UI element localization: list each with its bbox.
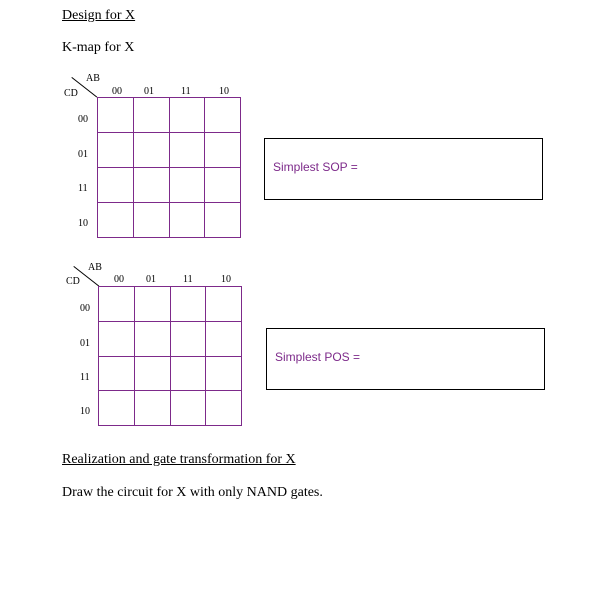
- kmap-cell[interactable]: [99, 322, 135, 357]
- kmap-pos-col-label: 00: [114, 274, 124, 285]
- kmap-cell[interactable]: [99, 391, 135, 426]
- kmap-cell[interactable]: [206, 391, 242, 426]
- kmap-cell[interactable]: [135, 287, 171, 322]
- kmap-sop-grid: [97, 97, 241, 238]
- kmap-sop-col-label: 10: [219, 86, 229, 97]
- kmap-pos-col-label: 11: [183, 274, 193, 285]
- kmap-sop-row-label: 00: [78, 114, 88, 125]
- kmap-cell[interactable]: [170, 168, 206, 203]
- kmap-pos-col-var: AB: [88, 262, 102, 273]
- kmap-pos-grid: [98, 286, 242, 426]
- kmap-cell[interactable]: [170, 98, 206, 133]
- kmap-cell[interactable]: [171, 357, 207, 392]
- kmap-pos-col-label: 01: [146, 274, 156, 285]
- kmap-cell[interactable]: [171, 391, 207, 426]
- kmap-cell[interactable]: [98, 98, 134, 133]
- kmap-cell[interactable]: [206, 322, 242, 357]
- kmap-sop-col-var: AB: [86, 73, 100, 84]
- kmap-cell[interactable]: [98, 133, 134, 168]
- realization-title: Realization and gate transformation for X: [62, 452, 296, 467]
- kmap-cell[interactable]: [171, 287, 207, 322]
- kmap-sop-row-label: 10: [78, 218, 88, 229]
- kmap-pos-row-var: CD: [66, 276, 80, 287]
- kmap-cell[interactable]: [206, 357, 242, 392]
- kmap-cell[interactable]: [170, 133, 206, 168]
- kmap-cell[interactable]: [134, 98, 170, 133]
- kmap-sop-col-label: 11: [181, 86, 191, 97]
- kmap-pos-row-label: 00: [80, 303, 90, 314]
- kmap-sop-row-label: 11: [78, 183, 88, 194]
- kmap-cell[interactable]: [98, 168, 134, 203]
- kmap-cell[interactable]: [135, 357, 171, 392]
- kmap-title: K-map for X: [62, 40, 135, 55]
- kmap-sop-row-label: 01: [78, 149, 88, 160]
- kmap-sop-row-var: CD: [64, 88, 78, 99]
- kmap-cell[interactable]: [206, 287, 242, 322]
- kmap-pos-row-label: 10: [80, 406, 90, 417]
- kmap-cell[interactable]: [205, 168, 241, 203]
- design-title: Design for X: [62, 8, 136, 23]
- kmap-cell[interactable]: [98, 203, 134, 238]
- kmap-cell[interactable]: [171, 322, 207, 357]
- kmap-cell[interactable]: [134, 168, 170, 203]
- kmap-pos-col-label: 10: [221, 274, 231, 285]
- kmap-cell[interactable]: [205, 203, 241, 238]
- pos-label: Simplest POS =: [275, 350, 361, 364]
- kmap-cell[interactable]: [99, 287, 135, 322]
- kmap-pos-row-label: 11: [80, 372, 90, 383]
- kmap-pos-row-label: 01: [80, 338, 90, 349]
- kmap-cell[interactable]: [99, 357, 135, 392]
- kmap-cell[interactable]: [135, 322, 171, 357]
- kmap-cell[interactable]: [134, 203, 170, 238]
- kmap-cell[interactable]: [205, 98, 241, 133]
- kmap-cell[interactable]: [134, 133, 170, 168]
- kmap-sop-col-label: 01: [144, 86, 154, 97]
- kmap-sop-col-label: 00: [112, 86, 122, 97]
- instruction-text: Draw the circuit for X with only NAND gates.: [62, 485, 323, 500]
- sop-label: Simplest SOP =: [273, 160, 358, 174]
- kmap-cell[interactable]: [170, 203, 206, 238]
- kmap-cell[interactable]: [135, 391, 171, 426]
- kmap-cell[interactable]: [205, 133, 241, 168]
